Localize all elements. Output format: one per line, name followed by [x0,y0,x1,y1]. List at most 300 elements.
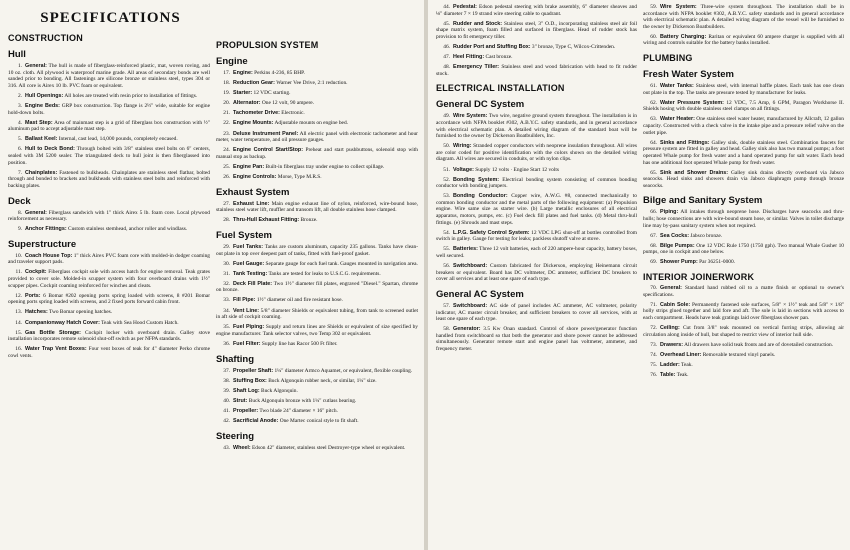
item-number: 30. [223,260,230,267]
item-text: Electrical bonding system consisting of common bonding conductor with bonding jumpers. [436,176,637,190]
spec-item [436,143,637,163]
spec-item [436,64,637,77]
spec-item [643,100,844,113]
item-number: 1. [17,63,22,69]
spec-item [643,140,844,166]
spec-item [643,243,844,256]
item-label: Tank Testing: [233,270,268,277]
item-label: Rudder and Stock: [453,20,503,27]
spec-item [216,70,418,77]
spec-item [436,193,637,226]
item-number: 24. [223,147,230,154]
item-number: 8. [17,209,22,216]
spec-item [436,177,637,190]
item-number: 36. [223,340,230,347]
item-text: The hull is made of fiberglass-reinforced plastic, mat, woven roving, and 10 oz. cloth. All plywood is waterproof marine grade. All areas of secondary bonds are well sanded prior to bonding. All fastenings are silicone bronze or stainless steel, types 304 or 316. All core is Airex 10 lb. PVC foam or equivalent. [8,63,210,89]
item-label: Water Heater: [660,116,695,123]
item-text: Cockpit locker with overboard drain. Galley stove installation incorporates remote solenoid shut-off switch as per NFPA standards. [8,329,210,343]
spec-item [216,217,418,224]
spec-item [216,368,418,375]
item-label: Hull to Deck Bond: [25,146,75,153]
item-label: Sinks and Fittings: [660,139,710,146]
spec-item [216,308,418,321]
spec-item [216,131,418,144]
item-number: 11. [15,269,22,276]
item-text: Four vent boxes of teak for 4" diameter Perko chrome cowl vents. [8,346,211,359]
item-text: Three 12 volt batteries, each of 220 ampere-hour capacity, battery boxes, well secured. [436,246,637,260]
item-label: Deck Fill Plate: [233,280,273,287]
spec-item [216,398,418,405]
item-label: Cockpit: [25,269,47,276]
item-number: 67. [650,232,657,239]
item-text: 5/8" diameter Shields or equivalent tubing, from tank to screened outlet in aft side of cockpit coaming. [216,307,418,321]
item-label: Fill Pipe: [233,297,256,304]
spec-item [643,342,844,349]
item-number: 73. [650,341,657,348]
item-number: 26. [223,174,230,181]
item-label: Starter: [233,90,253,97]
spec-item [643,170,844,190]
spec-item [216,418,418,425]
item-text: Warner Vee Drive, 2:1 reduction. [274,80,348,87]
item-text: 3.5 Kw Onan standard. Control of shore power/generator function handled from switchboard so that both the generator and shore power cannot be addressed simultaneously. Generator remote start and engine panel has voltmeter, ammeter, and frequency meter. [436,326,637,352]
item-label: Wire System: [660,4,697,10]
item-number: 45. [443,20,450,27]
item-text: Stainless steel, 3" O.D., incorporating stainless steel air foil shape matrix system, foam filled and surfaced in fiberglass. Head of rudder stock has provision to fit emergency tiller. [436,20,638,40]
item-label: Wire System: [453,113,488,120]
item-text: Teak. [675,371,689,378]
spec-item [643,209,844,229]
item-label: Table: [660,371,676,378]
item-number: 75. [650,361,657,368]
item-text: Stainless steel, with internal baffle plates. Each tank has one clean out plate in the top. The tanks are pressure tested by manufacturer for leaks. [643,83,844,96]
item-text: Edson pedestal steering with brake assembly, 6" diameter sheaves and ⅛" diameter 7 × 19 strand wire steering cable to quadrant. [436,4,637,17]
item-number: 54. [443,229,450,236]
spec-item [436,44,637,51]
item-label: Generator: [453,326,481,333]
item-label: Engine Controls: [233,174,277,181]
spec-item [216,120,418,127]
spec-item [436,113,637,139]
item-label: Sink and Shower Drains: [660,169,729,176]
item-text: Supply line has Racor 500 Ft filter. [260,340,338,347]
spec-item [436,167,637,174]
item-label: Anchor Fittings: [25,226,67,233]
spec-item [643,34,844,47]
item-number: 56. [443,263,450,270]
item-text: Galley sink drains directly overboard via Jabsco seacocks. Head sinks and showers drain via Jabsco diaphragm pump through bronze seacocks. [643,169,844,189]
right-column-1 [436,4,637,356]
item-label: Thru-Hull Exhaust Fitting: [233,217,300,224]
spec-item [643,352,844,359]
item-number: 50. [443,143,450,150]
spec-item [436,230,637,243]
item-text: AC side of panel includes AC ammeter, AC voltmeter, polarity indicator, AC master circuit breaker, and sufficient breakers to cover all services, with at least one spare of each type. [436,302,637,323]
item-text: Custom fabricated for Dickerson, employing Heinemann circuit breakers or equivalent. Board has DC voltmeter, DC ammeter, sufficient DC breakers to cover all services and at least one spare of each type. [436,263,637,283]
item-label: Hatches: [25,309,48,316]
item-label: Strut: [233,397,248,404]
item-number: 71. [650,301,657,308]
item-text: Permanently fastened sole surfaces, 5/8" × 1½" teak and 5/8" × 1/8" holly strips glued together and laid fore and aft. The sole is laid in sections with access to each compartment. Heads have teak gratings laid over fiberglass shower pan. [643,301,844,321]
subsection-heading: Fuel System [216,229,272,241]
spec-item [216,445,418,452]
item-text: Tanks are custom aluminum, capacity 235 gallons. Tanks have clean-out plate in top over deepest part of tanks, fitted with fuel-proof gasket. [216,243,418,257]
item-text: 12 VDC LPG shut-off at bottles controlled from switch in galley. Gauge for testing for leaks; packless shutoff valve at stove. [436,229,637,243]
spec-item [216,341,418,348]
spec-item [436,54,637,61]
spec-item [216,80,418,87]
spec-item [436,246,637,259]
item-label: General: [660,285,682,292]
item-text: Removable textured vinyl panels. [701,351,776,358]
item-label: Battery Charging: [660,33,707,40]
left-column-2 [216,34,418,455]
item-label: Alternator: [233,100,261,107]
item-label: Drawers: [660,341,684,348]
spec-item [216,297,418,304]
item-text: Two 1½" diameter fill plates, engraved "Diesel." Spartan, chrome on bronze. [216,280,418,294]
item-label: Hull Openings: [25,92,64,99]
item-label: Switchboard: [453,302,488,309]
spec-item [216,324,418,337]
item-label: Ladder: [660,361,680,368]
item-text: Jabsco bronze. [689,232,723,239]
item-number: 15. [15,329,22,336]
item-label: Exhaust Line: [233,200,270,207]
spec-item [643,302,844,322]
spec-item [8,120,210,133]
item-number: 68. [650,242,657,249]
item-text: All drawers have solid teak fronts and are of dovetailed construction. [683,341,834,348]
item-text: Three-wire system throughout. The installation shall be in accordance with NFPA booklet #302, A.B.Y.C. safety standards and in general accordance with electrical schematic plan. A detailed wiring diagram of the vessel will be furnished to the owner by Dickerson Boatbuilders. [643,4,844,30]
spec-item [436,326,637,352]
item-text: Teak. [679,361,693,368]
spec-item [8,146,210,166]
item-number: 37. [223,367,230,374]
spec-item [8,330,210,343]
item-number: 44. [443,4,450,10]
item-label: Wheel: [233,444,251,451]
item-text: 12 VDC, 7.5 Amp, 6 GPM, Paragon Workhorse II. Shields hosing with double stainless steel clamps on all fittings. [643,99,844,113]
item-number: 65. [650,169,657,176]
item-label: Chainplates: [25,169,58,176]
item-number: 59. [650,4,657,10]
item-text: Preheat and start pushbuttons, solenoid stop with manual stop as backup. [216,147,418,160]
item-label: Ports: [25,292,41,299]
item-text: One 12 VDC Rule 1750 (1750 gph). Two manual Whale Gusher 10 pumps, one in cockpit and one below. [643,242,844,256]
item-text: One stainless steel water heater, manufactured by Allcraft, 12 gallon capacity. Constructed with a check valve in the intake pipe and a pressure relief valve on the outlet pipe. [643,116,844,136]
item-number: 66. [650,209,657,216]
item-number: 52. [443,176,450,183]
spec-item [216,90,418,97]
spec-item [216,147,418,160]
item-label: Engine Mounts: [233,120,274,127]
right-column-2 [643,4,844,382]
item-number: 2. [17,92,22,99]
left-column-1 [8,0,210,363]
item-label: Piping: [660,209,679,216]
spec-item [436,263,637,283]
item-text: All electric panel with electronic tachometer and hour meter, water temperature, and oil pressure gauges. [216,130,418,144]
item-number: 57. [443,302,450,309]
item-text: Internal, cast lead, 14,000 pounds, completely encased. [57,136,178,143]
spec-item [216,174,418,181]
item-label: Overhead Liner: [660,351,702,358]
item-number: 55. [443,246,450,253]
spec-item [8,320,210,327]
page-title: SPECIFICATIONS [40,10,181,26]
spec-item [216,244,418,257]
item-number: 23. [223,130,230,137]
subsection-heading: Shafting [216,353,254,365]
item-text: Edson 42" diameter, stainless steel Destroyer-type wheel or equivalent. [250,444,406,451]
item-label: Pedestal: [453,4,477,10]
item-number: 6. [17,146,22,153]
subsection-heading: Deck [8,195,31,207]
section-heading: INTERIOR JOINERWORK [643,272,755,283]
item-text: Galley sink, double stainless steel. Combination faucets for pressure system are fitted in galley and head. Galley sink also has two manual pumps; a foot operated Whale pump for fresh water and a hand operated pump for salt water. Each head has one additional foot operated Whale pump for fresh water. [643,139,845,166]
item-number: 13. [15,309,22,316]
item-label: Water Trap Vent Boxes: [25,346,87,353]
item-label: Bonding Conductor: [453,193,508,200]
spec-item [216,201,418,214]
item-text: Cut from 3/8" teak mounted on vertical furring strips, allowing air circulation along inside of hull, but shaped to restrict view of interior hull side. [643,325,844,338]
item-number: 28. [223,217,230,224]
spec-item [643,233,844,240]
item-text: Area of mainmast step is a grid of fiberglass box construction with ½" aluminum pad to accept adjustable mast step. [8,119,210,133]
spec-item [216,110,418,117]
item-number: 25. [223,163,230,170]
item-text: 6 Bomar #202 opening ports spring loaded with screens, 8 #201 Bomar opening ports spring loaded with screens, and 2 fixed ports forward cabin front. [8,292,210,306]
item-label: General: [25,63,47,69]
spec-item [216,100,418,107]
item-text: Fiberglass cockpit sole with access hatch for engine removal. Teak grates provided to cover sole. Molded-in scupper system with four overboard drains with 1½" scupper pipes. Cockpit coaming reinforced for winches and cleats. [8,269,210,289]
item-number: 12. [15,292,22,299]
item-label: Voltage: [453,166,474,173]
item-number: 53. [443,193,450,200]
spec-item [216,271,418,278]
item-label: Mast Step: [25,119,53,126]
item-label: General: [25,209,47,216]
subsection-heading: Engine [216,56,248,67]
item-text: One Martec conical style to fit shaft. [278,418,359,424]
item-number: 63. [650,116,657,123]
item-label: Vent Line: [233,307,260,314]
item-label: Bilge Pumps: [660,242,695,249]
spec-item [8,170,210,190]
item-label: Coach House Top: [25,252,73,259]
spec-item [643,325,844,338]
item-number: 49. [443,113,450,120]
item-number: 43. [223,444,230,451]
subsection-heading: Bilge and Sanitary System [643,195,763,207]
right-page [428,0,850,550]
item-number: 21. [223,110,230,117]
item-label: Water Tanks: [660,83,694,90]
item-number: 16. [15,346,22,353]
item-number: 29. [223,243,230,250]
item-label: L.P.G. Safety Control System: [453,229,530,236]
item-number: 5. [17,136,22,143]
item-label: Stuffing Box: [233,377,267,384]
section-heading: PROPULSION SYSTEM [216,40,319,50]
subsection-heading: Superstructure [8,238,77,250]
item-text: Separate gauge for each fuel tank. Gauges mounted in navigation area. [264,260,418,267]
item-text: Two Bomar opening hatches. [47,309,113,316]
item-number: 61. [650,83,657,90]
item-label: Heel Fitting: [453,54,485,61]
item-label: Fuel Tanks: [233,243,263,250]
spec-item [8,63,210,89]
item-number: 18. [223,80,230,87]
item-number: 27. [223,200,230,207]
item-label: Water Pressure System: [660,99,724,106]
item-label: Deluxe Instrument Panel: [233,130,299,137]
subsection-heading: Steering [216,430,255,442]
item-number: 51. [443,166,450,173]
item-text: Fiberglass sandwich with 1" thick Airex 5 lb. foam core. Local plywood reinforcement as necessary. [8,209,210,223]
item-text: Buck Algonquin bronze with 1¼" cutlass bearing. [247,397,357,404]
item-text: Supply 12 volts · Engine Start 12 volts [473,166,559,173]
spec-item [436,4,637,17]
spec-item [8,269,210,289]
item-number: 74. [650,351,657,358]
item-text: Fastened to bulkheads. Chainplates are stainless steel flatbar, bolted through and bonded to brackets and bulkheads with stainless steel bolts and reinforced with backing plates. [8,169,210,189]
spec-item [8,210,210,223]
item-label: Shower Pump: [660,259,698,266]
item-text: Two wire, negative ground system throughout. The installation is in accordance with NFPA booklet #302, A.B.Y.C. safety standards, and in general accordance with electrical schematic plan. A detailed wiring diagram of the standard boat will be furnished to the owner by Dickerson Boatbuilders, Inc. [436,113,637,140]
item-label: Propeller Shaft: [233,367,274,374]
item-number: 39. [223,387,230,394]
section-heading: CONSTRUCTION [8,33,83,43]
spec-item [436,303,637,323]
item-text: All intakes through neoprene hose. Discharges have seacocks and thru-hulls; hose connections are with wire-bound steam hose, or similar. Valves in toilet discharge line may by-pass sanitary system when not required. [643,209,844,229]
item-number: 46. [443,43,450,50]
item-number: 7. [17,169,22,176]
item-text: All holes are treated with resin prior to installation of fittings. [63,92,198,99]
item-label: Fuel Gauge: [233,260,265,267]
spec-item [216,164,418,171]
item-text: Adjustable mounts on engine bed. [273,120,348,127]
item-text: Supply and return lines are Shields or equivalent of size specified by engine manufacturer. Tank selector valves, two Temp 302 or equivalent. [216,324,419,337]
item-text: Par 36251-0000. [697,259,736,266]
item-text: One 12 volt, 90 ampere. [260,100,315,107]
item-label: Reduction Gear: [233,80,275,87]
item-label: Wiring: [453,143,472,150]
spec-item [216,261,418,268]
item-number: 33. [223,297,230,304]
item-text: 3" bronze, Type C, Wilcox-Crittenden. [530,43,616,50]
item-text: 1" thick Airex PVC foam core with molded-in dodger coaming and traveler support pads. [8,252,210,266]
item-label: Sea Cocks: [660,232,690,239]
item-number: 38. [223,377,230,384]
spec-item [436,21,637,41]
item-number: 10. [15,252,22,259]
item-label: Emergency Tiller: [453,64,500,71]
item-text: Copper wire, A.W.G. #8, connected mechanically to common bonding conductor and the metal parts of the following equipment: (a) Propulsion engine. Wire same size as starter wire. (b) Large metallic enclosures of all electrical apparatus, motors, pumps, etc. (c) Fuel deck fill plates and fuel tanks. (d) Metal thru-hull fittings. (e) Shrouds and mast steps. [436,193,637,226]
spec-item [643,4,844,30]
item-label: Ceiling: [660,325,680,331]
section-heading: ELECTRICAL INSTALLATION [436,83,565,94]
spec-item [8,136,210,143]
item-label: Batteries: [453,246,478,253]
item-number: 70. [650,285,657,292]
spec-item [216,388,418,395]
spec-item [216,378,418,385]
item-text: Buck Algonquin rubber neck, or similar, 1¼" size. [266,377,377,384]
spec-item [643,116,844,136]
item-text: Custom stainless stemhead, anchor roller and windlass. [66,226,188,233]
item-number: 72. [650,325,657,331]
subsection-heading: Fresh Water System [643,69,734,81]
item-text: Main engine exhaust line of nylon, reinforced, wire-bound hose, stainless steel water lift, muffler and transom lift, all double stainless hose clamped. [216,200,418,214]
item-label: Sacrificial Anode: [233,418,279,424]
item-label: Cabin Sole: [660,301,691,308]
item-text: Electronic. [279,110,305,117]
item-number: 34. [223,307,230,314]
item-number: 41. [223,407,230,414]
spec-item [8,253,210,266]
item-number: 64. [650,139,657,146]
item-label: Engine Control Start/Stop: [233,147,303,154]
spec-item [8,309,210,316]
spec-item [643,285,844,298]
spec-item [8,93,210,100]
spec-item [216,408,418,415]
item-number: 31. [223,270,230,277]
item-text: Teak with Sea Hood Custom Hatch. [99,319,179,326]
item-label: Companionway Hatch Cover: [25,319,100,326]
item-number: 14. [15,319,22,326]
subsection-heading: Exhaust System [216,186,290,198]
item-text: Buck Algonquin. [259,387,298,394]
spec-item [643,372,844,379]
item-number: 62. [650,99,657,106]
item-text: Perkins 4-236, 85 BHP. [252,70,305,76]
spec-item [8,103,210,116]
item-text: Cast bronze. [484,54,513,61]
item-number: 42. [223,418,230,424]
subsection-heading: Hull [8,49,26,60]
item-text: Stainless steel and wood fabrication with head to fit rudder stock. [436,64,637,77]
item-number: 58. [443,326,450,333]
item-number: 22. [223,120,230,127]
item-label: Tachometer Drive: [233,110,280,117]
item-label: Engine: [233,70,253,76]
item-text: 12 VDC starting. [252,90,291,97]
item-number: 32. [223,280,230,287]
item-number: 47. [443,54,450,61]
item-label: Ballast Keel: [25,136,58,143]
item-number: 20. [223,100,230,107]
subsection-heading: General DC System [436,99,525,111]
item-text: Two blade 24" diameter × 16" pitch. [258,407,338,414]
spec-item [643,362,844,369]
spec-item [8,293,210,306]
left-page [0,0,424,550]
item-label: Propeller: [233,407,259,414]
item-number: 40. [223,397,230,404]
spec-item [8,346,210,359]
item-text: 1½" diameter oil and fire resistant hose. [255,297,343,304]
item-text: Through bolted with 3/8" stainless steel bolts on 6" centers, sealed with 3M 5200 sealer. The triangulated deck to hull joint is then fiberglassed into position. [8,146,210,166]
spec-item [643,259,844,266]
item-number: 60. [650,33,657,40]
spec-item [643,83,844,96]
item-number: 4. [17,119,22,126]
item-number: 69. [650,259,657,266]
item-text: Built-in fiberglass tray under engine to collect spillage. [264,163,385,170]
